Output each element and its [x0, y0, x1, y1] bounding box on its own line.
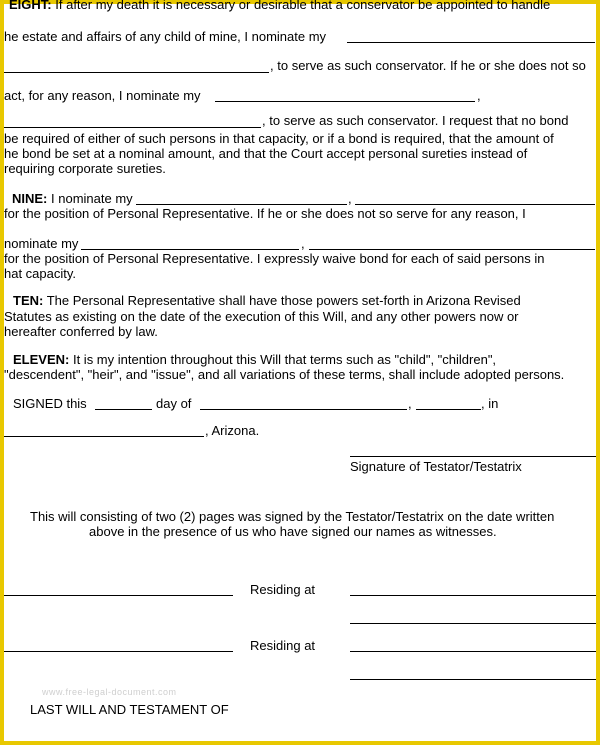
blank-signed-city[interactable] [4, 436, 204, 437]
heading-eight: EIGHT: [9, 0, 52, 12]
comma: , [301, 236, 305, 251]
para-eight-line-1: EIGHT: If after my death it is necessary or desirable that a conservator be appointed to handle [9, 0, 550, 13]
witness-2-residing-label: Residing at [250, 638, 316, 653]
para-eleven-line-1: ELEVEN: It is my intention throughout this Will that terms such as "child", "children", [13, 352, 497, 367]
blank-conservator-1-cont[interactable] [4, 72, 269, 73]
witness-2-address-line-1[interactable] [350, 651, 596, 652]
para-eight-line-8: requiring corporate sureties. [4, 161, 166, 176]
para-eight-line-4: act, for any reason, I nominate my [4, 88, 201, 103]
watermark: www.free-legal-document.com [42, 687, 177, 697]
blank-representative-2[interactable] [81, 249, 299, 250]
comma: , [408, 396, 412, 411]
witness-1-residing-label: Residing at [250, 582, 316, 597]
blank-conservator-1[interactable] [347, 42, 595, 43]
para-eight-line-6: be required of either of such persons in that capacity, or if a bond is required, that the amount of [4, 131, 554, 146]
heading-eleven: ELEVEN: [13, 352, 70, 367]
signature-line-testator[interactable] [350, 456, 596, 457]
para-nine-line-4: for the position of Personal Representative. I expressly waive bond for each of said persons in [4, 251, 545, 266]
para-ten-line-2: Statutes as existing on the date of the execution of this Will, and any other powers now or [4, 309, 519, 324]
para-eight-line-3: , to serve as such conservator. If he or she does not so [270, 58, 586, 73]
para-nine-line-5: hat capacity. [4, 266, 77, 281]
heading-nine: NINE: [12, 191, 48, 206]
comma: , [348, 191, 352, 206]
witness-1-address-line-2[interactable] [350, 623, 596, 624]
para-eight-line-5: , to serve as such conservator. I request that no bond [262, 113, 569, 128]
day-of-label: day of [156, 396, 192, 411]
blank-conservator-2-cont[interactable] [4, 127, 261, 128]
para-eight-line-7: he bond be set at a nominal amount, and that the Court accept personal sureties instead of [4, 146, 528, 161]
witness-1-signature-line[interactable] [4, 595, 233, 596]
para-nine-line-2: for the position of Personal Representative. If he or she does not so serve for any reason, I [4, 206, 526, 221]
attestation-line-2: above in the presence of us who have signed our names as witnesses. [89, 524, 497, 539]
blank-conservator-2[interactable] [215, 101, 475, 102]
para-ten-line-3: hereafter conferred by law. [4, 324, 158, 339]
heading-ten: TEN: [13, 293, 44, 308]
signature-label: Signature of Testator/Testatrix [350, 459, 522, 474]
para-ten-line-1: TEN: The Personal Representative shall have those powers set-forth in Arizona Revised [13, 293, 521, 308]
para-nine-line-3: nominate my [4, 236, 79, 251]
witness-2-address-line-2[interactable] [350, 679, 596, 680]
comma: , [477, 88, 481, 103]
blank-representative-2b[interactable] [309, 249, 595, 250]
in-label: , in [481, 396, 499, 411]
blank-signed-day[interactable] [95, 409, 152, 410]
para-eleven-line-2: "descendent", "heir", and "issue", and all variations of these terms, shall include adopted persons. [4, 367, 565, 382]
blank-signed-month[interactable] [200, 409, 407, 410]
para-eight-line-2: he estate and affairs of any child of mine, I nominate my [4, 29, 327, 44]
witness-1-address-line-1[interactable] [350, 595, 596, 596]
footer-title: LAST WILL AND TESTAMENT OF [30, 702, 229, 717]
blank-representative-1[interactable] [136, 204, 347, 205]
attestation-line-1: This will consisting of two (2) pages was signed by the Testator/Testatrix on the date written [30, 509, 555, 524]
arizona-label: , Arizona. [205, 423, 260, 438]
signed-this-label: SIGNED this [13, 396, 87, 411]
witness-2-signature-line[interactable] [4, 651, 233, 652]
blank-signed-year[interactable] [416, 409, 481, 410]
blank-representative-1b[interactable] [355, 204, 595, 205]
para-nine-line-1: NINE: I nominate my [12, 191, 133, 206]
